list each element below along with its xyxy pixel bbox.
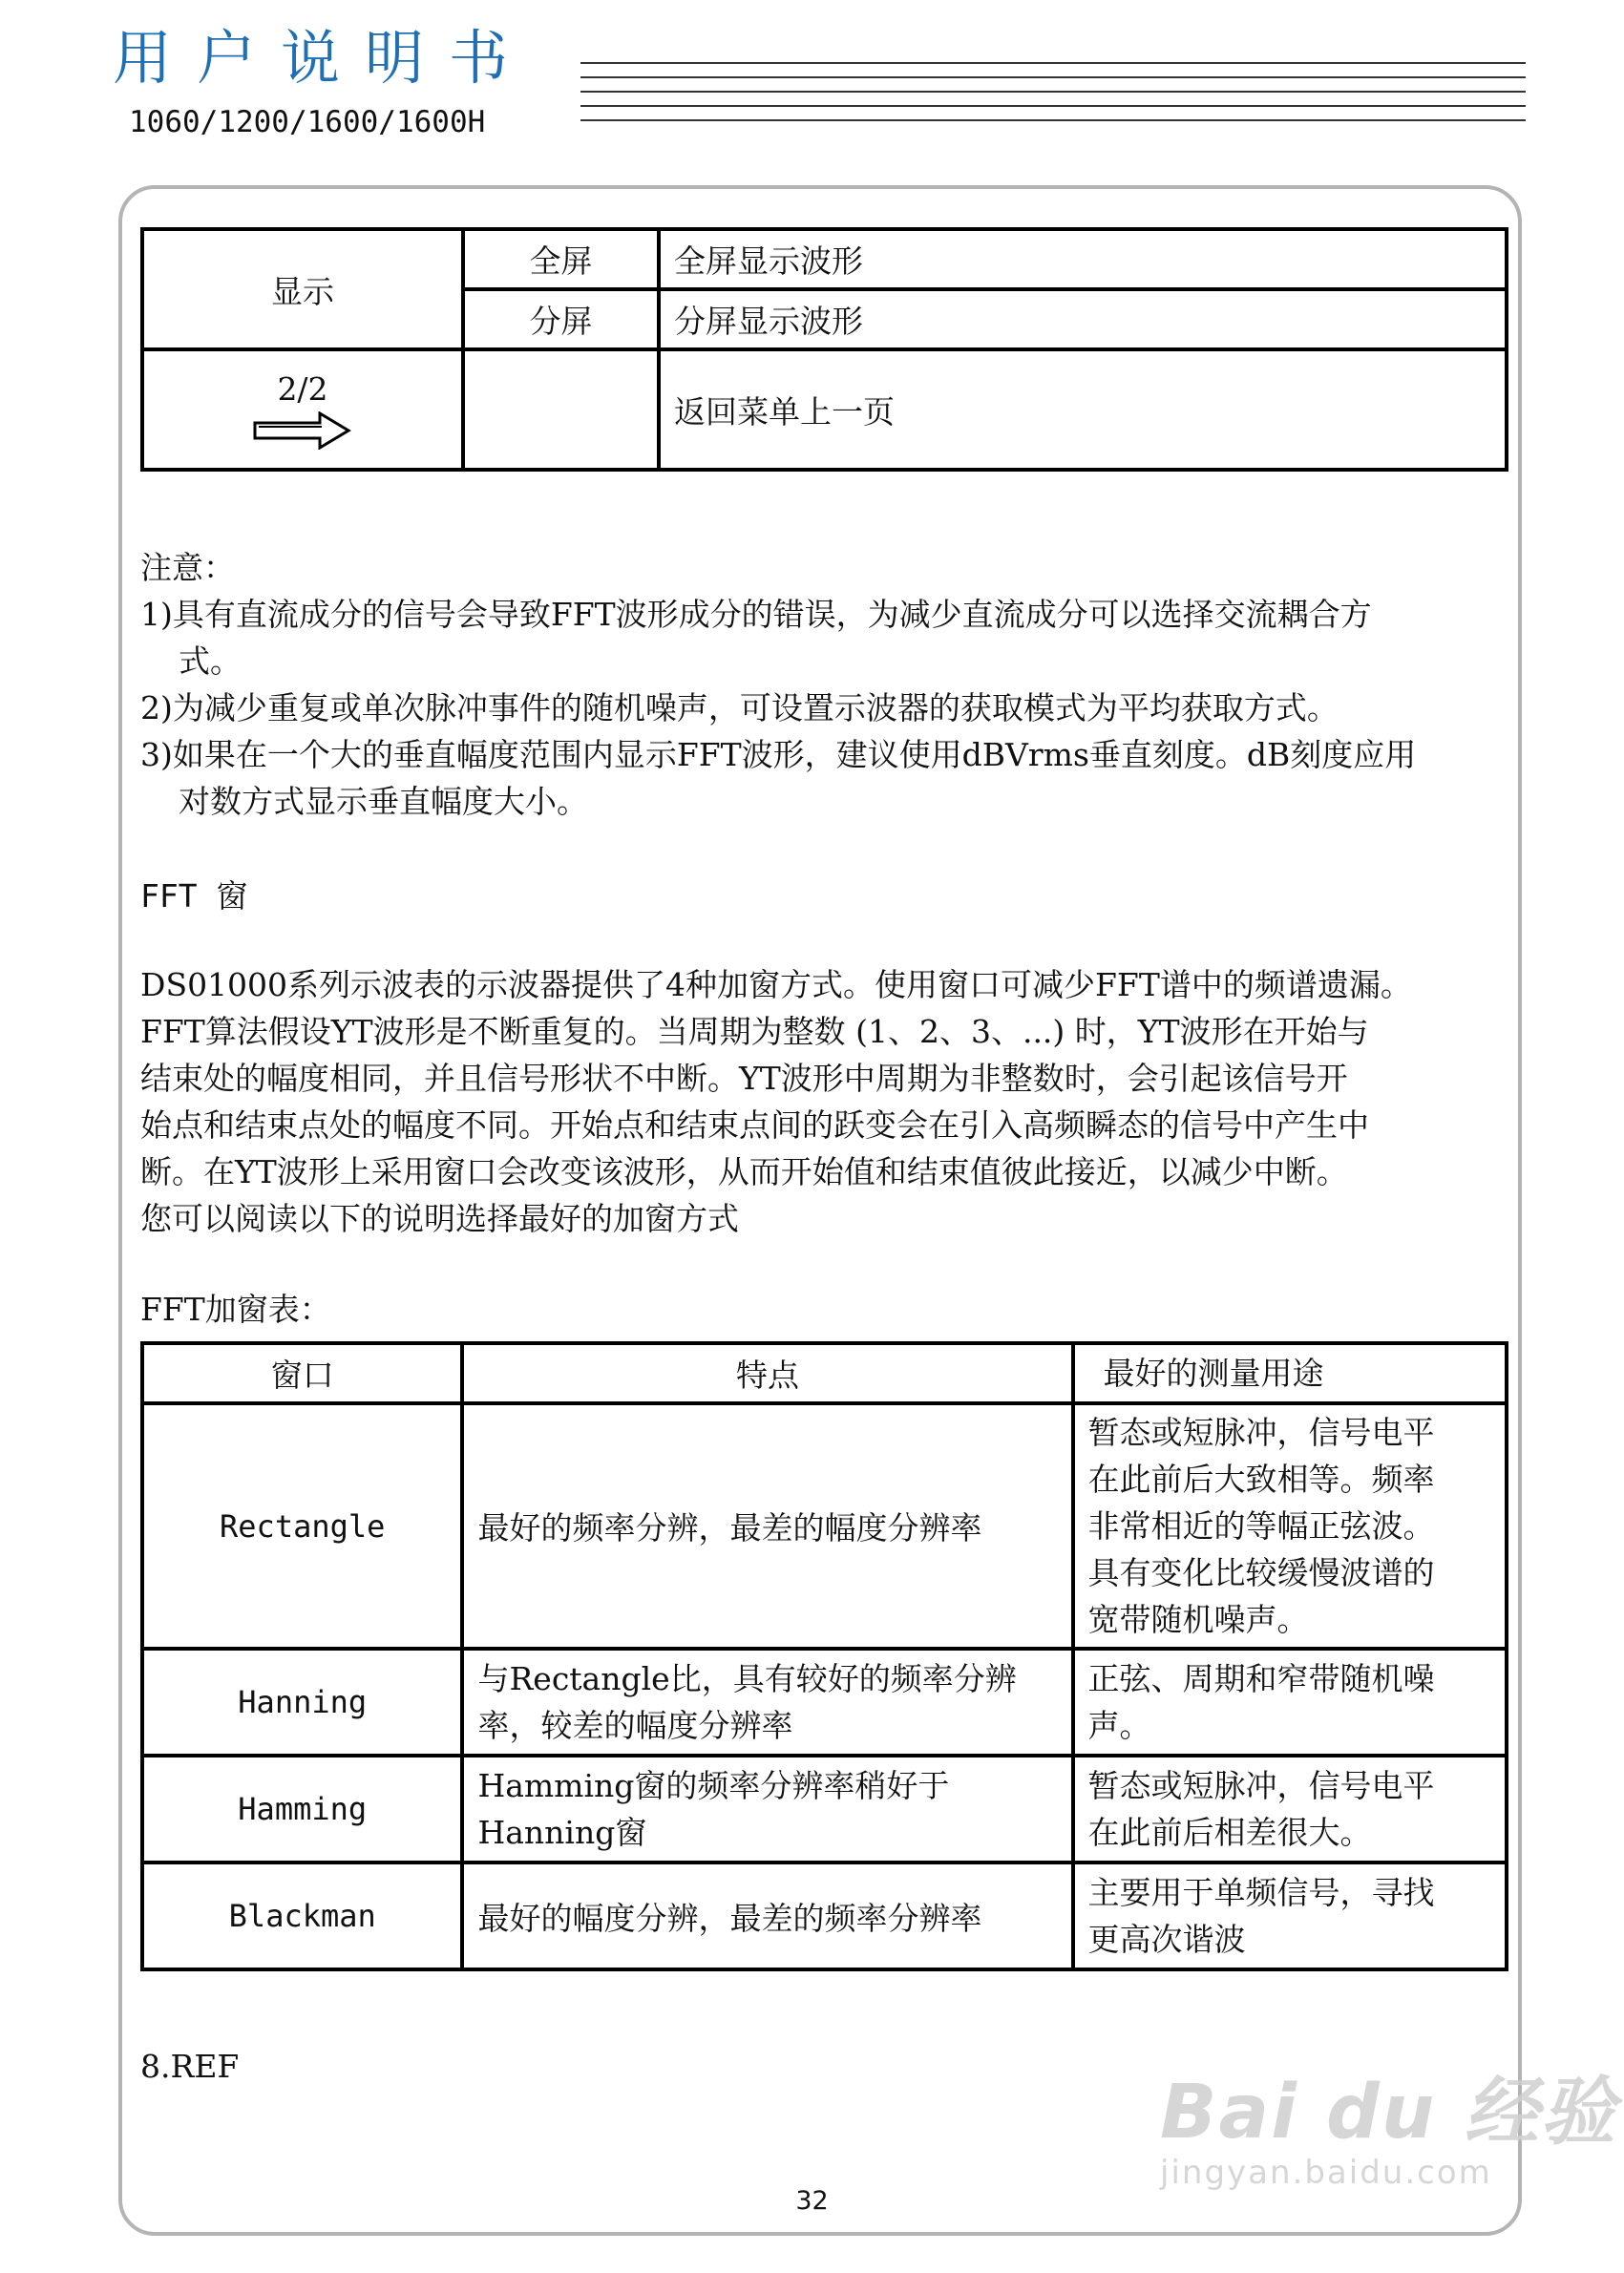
window-usage: 正弦、周期和窄带随机噪 声。 xyxy=(1073,1649,1507,1756)
fft-window-heading xyxy=(140,873,1515,919)
window-feature: 最好的幅度分辨，最差的频率分辨率 xyxy=(462,1863,1072,1969)
watermark-brand: Bai du 经验 xyxy=(1160,2070,1617,2156)
fft-window-table xyxy=(140,1341,1508,1971)
window-feature: 最好的频率分辨，最差的幅度分辨率 xyxy=(462,1403,1072,1649)
table-row xyxy=(142,1756,1507,1863)
window-name: Hanning xyxy=(142,1649,462,1756)
manual-title: 用户说明书 xyxy=(113,23,534,93)
section-heading: FFT 窗 xyxy=(140,877,248,915)
header-rule-lines xyxy=(580,62,1526,134)
window-feature: 与Rectangle比，具有较好的频率分辨 率，较差的幅度分辨率 xyxy=(462,1649,1072,1756)
empty-option-cell xyxy=(463,349,659,470)
table-title: FFT加窗表： xyxy=(140,1291,331,1328)
display-group-label: 显示 xyxy=(142,229,463,349)
page-indicator-cell xyxy=(142,349,463,470)
paragraph-line: FFT算法假设YT波形是不断重复的。当周期为整数 (1、2、3、...) 时，YT波形在开始与 xyxy=(140,1013,1369,1050)
fft-table-title xyxy=(140,1286,1515,1333)
notes-heading: 注意： xyxy=(140,549,235,586)
window-usage: 暂态或短脉冲，信号电平 在此前后相差很大。 xyxy=(1073,1756,1507,1863)
paragraph-line: 断。在YT波形上采用窗口会改变该波形，从而开始值和结束值彼此接近，以减少中断。 xyxy=(140,1153,1348,1190)
table-row xyxy=(142,1403,1507,1649)
paragraph-line: 结束处的幅度相同，并且信号形状不中断。YT波形中周期为非整数时，会引起该信号开 xyxy=(140,1060,1348,1097)
table-row xyxy=(142,1649,1507,1756)
note-line: 1)具有直流成分的信号会导致FFT波形成分的错误，为减少直流成分可以选择交流耦合方 xyxy=(140,596,1372,633)
table-row xyxy=(142,229,1507,289)
watermark-url: jingyan.baidu.com xyxy=(1160,2154,1492,2192)
option-splitscreen: 分屏 xyxy=(463,289,659,349)
option-fullscreen: 全屏 xyxy=(463,229,659,289)
option-splitscreen-description: 分屏显示波形 xyxy=(659,289,1507,349)
model-numbers: 1060/1200/1600/1600H xyxy=(129,105,486,139)
option-fullscreen-description: 全屏显示波形 xyxy=(659,229,1507,289)
fft-window-paragraph xyxy=(140,961,1515,1242)
back-to-previous-page-description: 返回菜单上一页 xyxy=(659,349,1507,470)
window-name: Blackman xyxy=(142,1863,462,1969)
baidu-watermark xyxy=(1160,2052,1617,2192)
table-row xyxy=(142,1863,1507,1969)
notes-block xyxy=(140,544,1515,825)
paragraph-line: 始点和结束点处的幅度不同。开始点和结束点间的跃变会在引入高频瞬态的信号中产生中 xyxy=(140,1106,1369,1144)
page-number: 32 xyxy=(795,2186,829,2216)
note-line: 3)如果在一个大的垂直幅度范围内显示FFT波形，建议使用dBVrms垂直刻度。dB刻度应用 xyxy=(140,736,1417,773)
paragraph-line: DS01000系列示波表的示波器提供了4种加窗方式。使用窗口可减少FFT谱中的频谱遗漏。 xyxy=(140,966,1412,1003)
page-indicator: 2/2 xyxy=(277,369,328,408)
note-line: 对数方式显示垂直幅度大小。 xyxy=(179,783,588,820)
next-section-heading: 8.REF xyxy=(140,2048,240,2085)
table-header-row xyxy=(142,1343,1507,1403)
window-name: Rectangle xyxy=(142,1403,462,1649)
window-usage: 暂态或短脉冲，信号电平 在此前后大致相等。频率 非常相近的等幅正弦波。 具有变化比较缓慢波谱的 宽带随机噪声。 xyxy=(1073,1403,1507,1649)
column-header-window: 窗口 xyxy=(142,1343,462,1403)
window-usage: 主要用于单频信号，寻找 更高次谐波 xyxy=(1073,1863,1507,1969)
column-header-usage: 最好的测量用途 xyxy=(1073,1343,1507,1403)
window-feature: Hamming窗的频率分辨率稍好于 Hanning窗 xyxy=(462,1756,1072,1863)
display-menu-table xyxy=(140,227,1508,472)
paragraph-line: 您可以阅读以下的说明选择最好的加窗方式 xyxy=(140,1200,739,1237)
window-name: Hamming xyxy=(142,1756,462,1863)
note-line: 2)为减少重复或单次脉冲事件的随机噪声，可设置示波器的获取模式为平均获取方式。 xyxy=(140,689,1339,726)
column-header-feature: 特点 xyxy=(462,1343,1072,1403)
note-line: 式。 xyxy=(179,642,242,680)
right-arrow-icon xyxy=(253,411,352,450)
table-row xyxy=(142,349,1507,470)
